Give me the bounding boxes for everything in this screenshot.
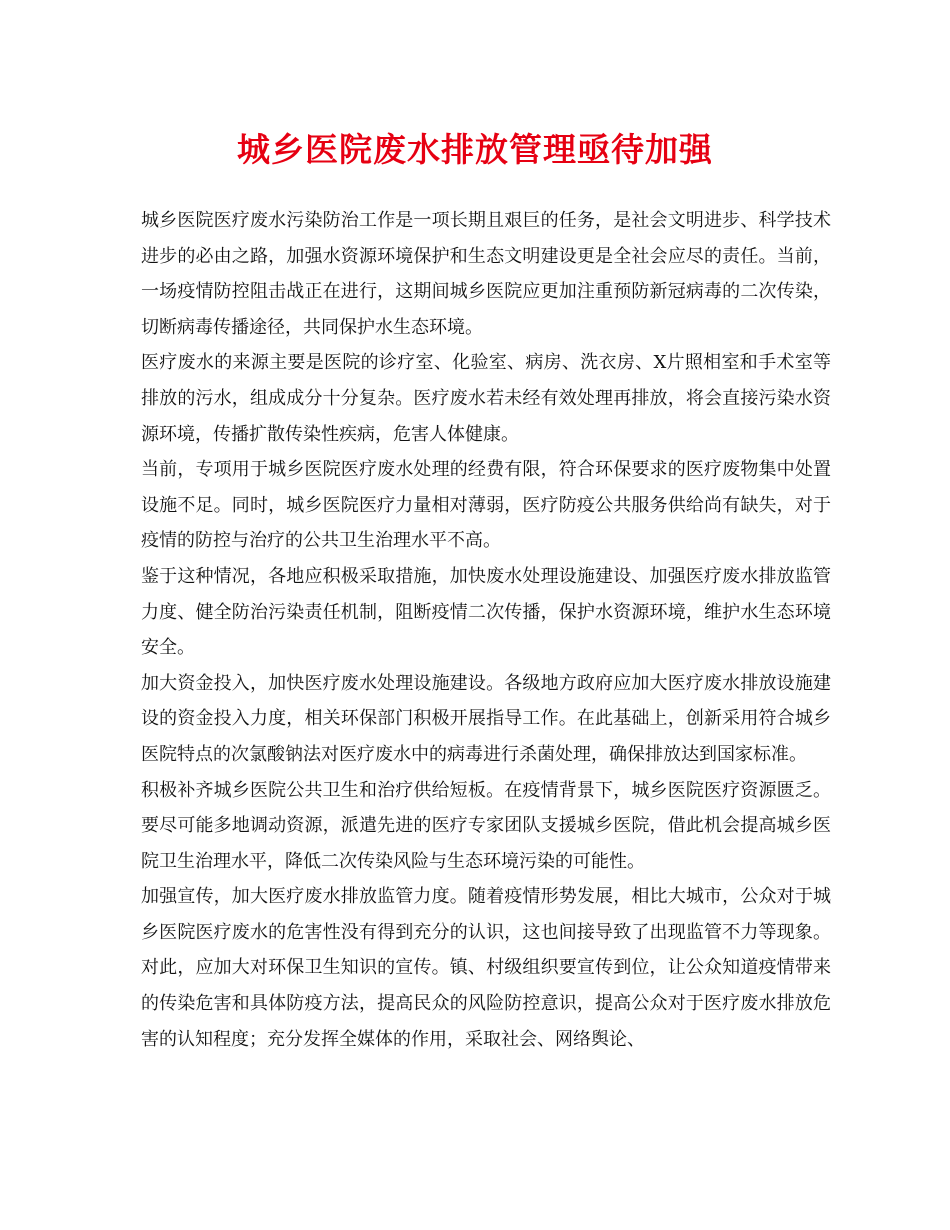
paragraph: 当前，专项用于城乡医院医疗废水处理的经费有限，符合环保要求的医疗废物集中处置设施不足。同时，城乡医院医疗力量相对薄弱，医疗防疫公共服务供给尚有缺失，对于疫情的防控与治疗的公共卫生治理水平不高。 <box>141 459 831 552</box>
paragraph: 积极补齐城乡医院公共卫生和治疗供给短板。在疫情背景下，城乡医院医疗资源匮乏。要尽可能多地调动资源，派遣先进的医疗专家团队支援城乡医院，借此机会提高城乡医院卫生治理水平，降低二次传染风险与生态环境污染的可能性。 <box>141 779 831 872</box>
paragraph: 城乡医院医疗废水污染防治工作是一项长期且艰巨的任务，是社会文明进步、科学技术进步的必由之路，加强水资源环境保护和生态文明建设更是全社会应尽的责任。当前，一场疫情防控阻击战正在进行，这期间城乡医院应更加注重预防新冠病毒的二次传染，切断病毒传播途径，共同保护水生态环境。 <box>141 210 831 338</box>
document-body <box>141 203 831 1057</box>
paragraph: 加大资金投入，加快医疗废水处理设施建设。各级地方政府应加大医疗废水排放设施建设的资金投入力度，相关环保部门积极开展指导工作。在此基础上，创新采用符合城乡医院特点的次氯酸钠法对医疗废水中的病毒进行杀菌处理，确保排放达到国家标准。 <box>141 672 831 765</box>
paragraph: 医疗废水的来源主要是医院的诊疗室、化验室、病房、洗衣房、X片照相室和手术室等排放的污水，组成成分十分复杂。医疗废水若未经有效处理再排放，将会直接污染水资源环境，传播扩散传染性疾病，危害人体健康。 <box>141 352 831 445</box>
paragraph: 鉴于这种情况，各地应积极采取措施，加快废水处理设施建设、加强医疗废水排放监管力度、健全防治污染责任机制，阻断疫情二次传播，保护水资源环境，维护水生态环境安全。 <box>141 565 831 659</box>
paragraph: 加强宣传，加大医疗废水排放监管力度。随着疫情形势发展，相比大城市，公众对于城乡医院医疗废水的危害性没有得到充分的认识，这也间接导致了出现监管不力等现象。对此，应加大对环保卫生知识的宣传。镇、村级组织要宣传到位，让公众知道疫情带来的传染危害和具体防疫方法，提高民众的风险防控意识，提高公众对于医疗废水排放危害的认知程度；充分发挥全媒体的作用，采取社会、网络舆论、 <box>141 886 831 1050</box>
document-title: 城乡医院废水排放管理亟待加强 <box>237 130 713 169</box>
